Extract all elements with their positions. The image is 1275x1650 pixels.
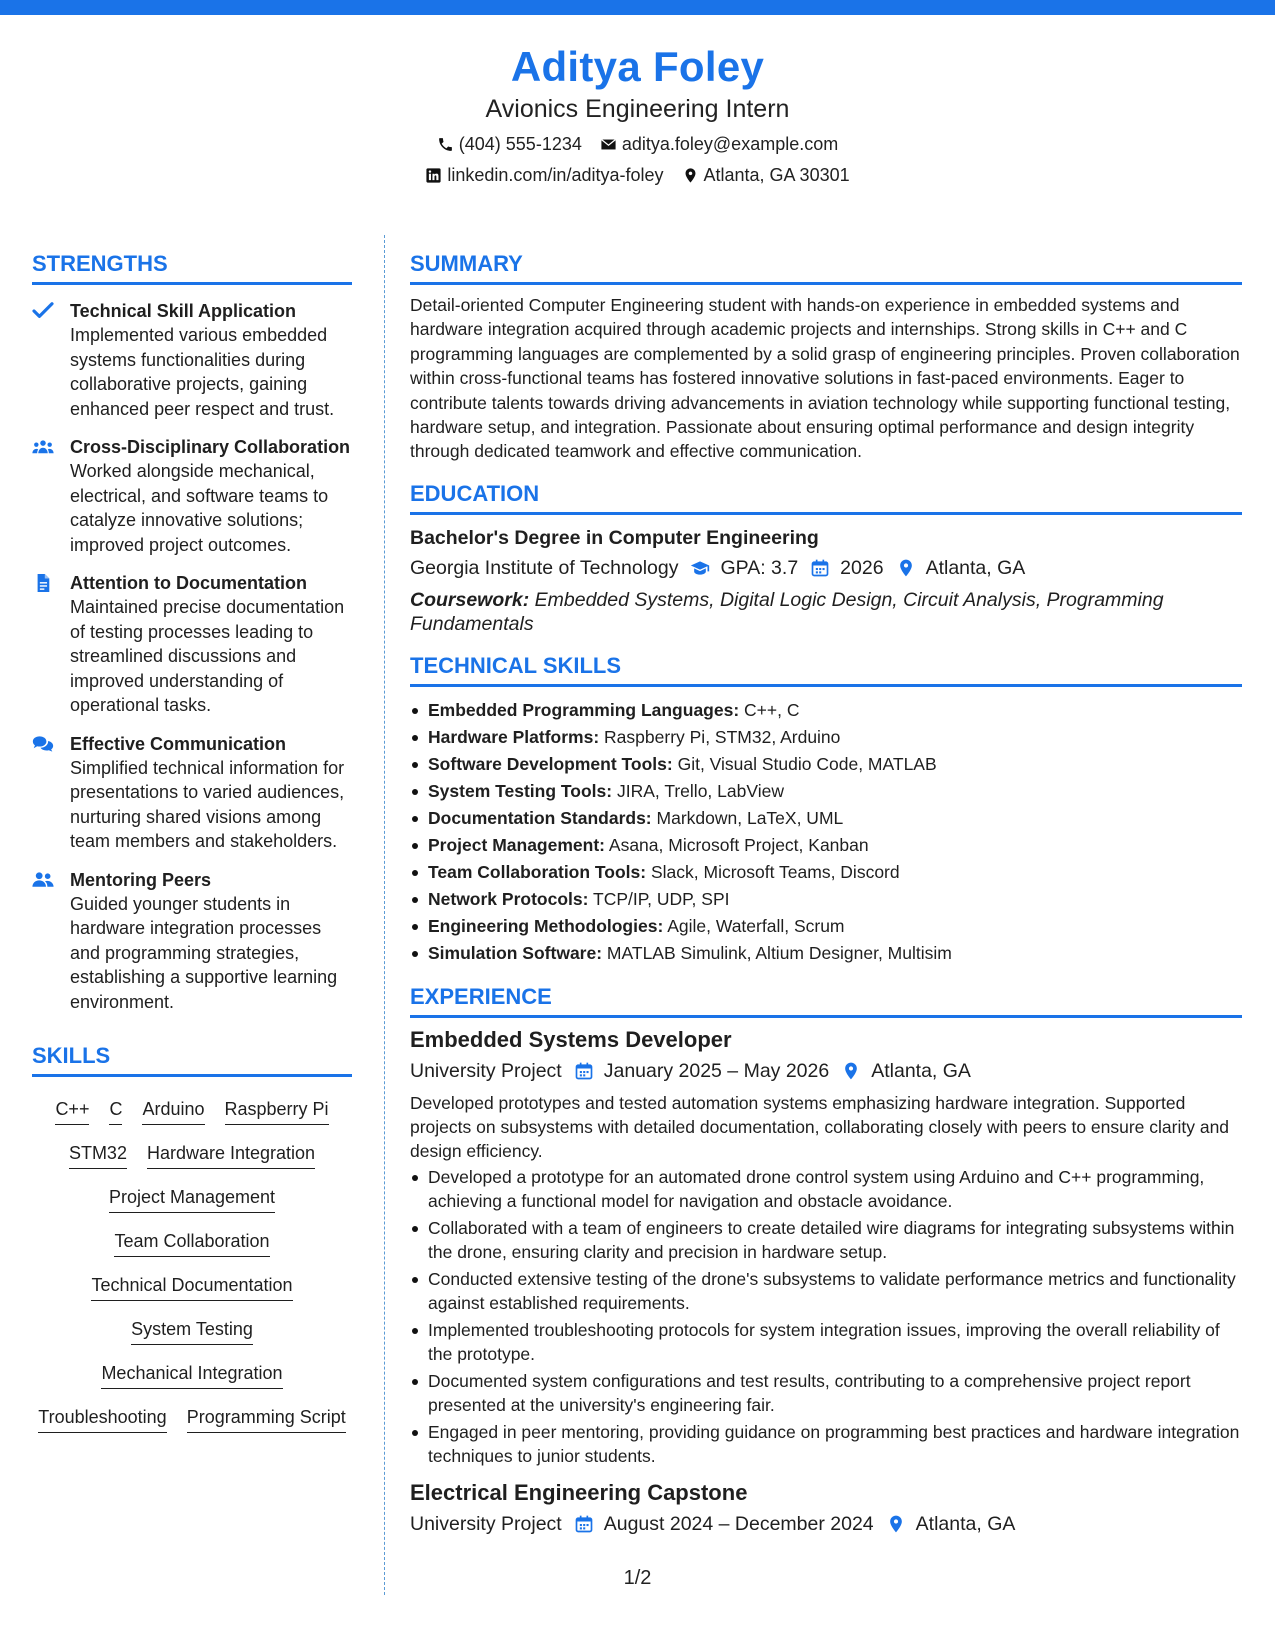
map-pin-icon bbox=[886, 1514, 906, 1534]
graduation-year: 2026 bbox=[840, 556, 884, 579]
technical-skills-list bbox=[410, 697, 1242, 967]
degree-title: Bachelor's Degree in Computer Engineering bbox=[410, 526, 819, 549]
job-meta bbox=[410, 1510, 1242, 1538]
strength-desc: Worked alongside mechanical, electrical, and software teams to catalyze innovative solutions; improved project outcomes. bbox=[70, 461, 329, 555]
candidate-role: Avionics Engineering Intern bbox=[485, 95, 790, 123]
coursework-label: Coursework: bbox=[410, 588, 530, 611]
technical-skills-section bbox=[410, 652, 1242, 967]
calendar-icon bbox=[810, 558, 830, 578]
list-item: Documentation Standards: Markdown, LaTeX, UML bbox=[410, 805, 1242, 832]
strength-item bbox=[32, 435, 352, 557]
summary-heading: SUMMARY bbox=[410, 250, 1242, 285]
experience-section bbox=[410, 983, 1242, 1538]
job-dates: January 2025 – May 2026 bbox=[603, 1059, 830, 1082]
skill-tag: C bbox=[109, 1097, 122, 1125]
strength-title: Attention to Documentation bbox=[70, 573, 307, 593]
gpa-text: GPA: 3.7 bbox=[720, 556, 799, 579]
linkedin-text: linkedin.com/in/aditya-foley bbox=[447, 165, 664, 185]
list-item: Embedded Programming Languages: C++, C bbox=[410, 697, 1242, 724]
list-item: Engineering Methodologies: Agile, Waterfall, Scrum bbox=[410, 913, 1242, 940]
strength-title: Mentoring Peers bbox=[70, 869, 212, 890]
list-item: Implemented troubleshooting protocols for system integration issues, improving the overall reliability of the prototype. bbox=[410, 1318, 1242, 1367]
job-title: Embedded Systems Developer bbox=[410, 1026, 732, 1052]
strength-desc: Implemented various embedded systems functionalities during collaborative projects, gaining enhanced peer respect and trust. bbox=[70, 325, 335, 419]
right-column bbox=[410, 250, 1242, 1538]
job-org: University Project bbox=[410, 1512, 562, 1535]
strength-title: Cross-Disciplinary Collaboration bbox=[70, 437, 351, 457]
list-item: Project Management: Asana, Microsoft Project, Kanban bbox=[410, 832, 1242, 859]
linkedin-icon bbox=[425, 167, 442, 184]
list-item: Software Development Tools: Git, Visual Studio Code, MATLAB bbox=[410, 751, 1242, 778]
check-icon bbox=[32, 302, 54, 320]
page-number: 1/2 bbox=[623, 1567, 652, 1589]
skill-tag: C++ bbox=[55, 1097, 89, 1125]
education-meta bbox=[410, 554, 1242, 582]
skill-tag: Project Management bbox=[109, 1185, 275, 1213]
strength-desc: Simplified technical information for presentations to varied audiences, nurturing shared visions among team members and stakeholders. bbox=[70, 757, 345, 851]
calendar-icon bbox=[574, 1514, 594, 1534]
job-location: Atlanta, GA bbox=[915, 1512, 1016, 1535]
skill-tag: Hardware Integration bbox=[147, 1141, 315, 1169]
location-text: Atlanta, GA 30301 bbox=[703, 165, 850, 185]
list-item: Conducted extensive testing of the drone's subsystems to validate performance metrics and functionality against established requirements. bbox=[410, 1267, 1242, 1316]
skill-tags bbox=[32, 1089, 352, 1441]
location-contact bbox=[682, 163, 850, 187]
phone-icon bbox=[437, 136, 454, 153]
map-pin-icon bbox=[841, 1061, 861, 1081]
job-bullets bbox=[410, 1165, 1242, 1469]
document-icon bbox=[32, 574, 54, 592]
email-contact[interactable] bbox=[600, 132, 838, 156]
list-item: Simulation Software: MATLAB Simulink, Altium Designer, Multisim bbox=[410, 940, 1242, 967]
strength-item bbox=[32, 732, 352, 854]
skill-tag: Team Collaboration bbox=[114, 1229, 269, 1257]
skill-tag: Raspberry Pi bbox=[225, 1097, 329, 1125]
strength-title: Effective Communication bbox=[70, 733, 287, 754]
list-item: Team Collaboration Tools: Slack, Microsoft Teams, Discord bbox=[410, 859, 1242, 886]
group-icon bbox=[32, 438, 54, 456]
resume-header bbox=[0, 42, 1275, 187]
job-location: Atlanta, GA bbox=[871, 1059, 971, 1082]
job-description: Developed prototypes and tested automation systems emphasizing hardware integration. Supported projects on subsystems with detailed documentation, collaborating closely with peers to ensure clarity and design efficiency. bbox=[410, 1092, 1230, 1161]
chat-icon bbox=[32, 735, 54, 753]
coursework-list: Embedded Systems, Digital Logic Design, Circuit Analysis, Programming Fundamentals bbox=[410, 588, 1164, 635]
strength-desc: Maintained precise documentation of testing processes leading to streamlined discussions and improved understanding of operational tasks. bbox=[70, 597, 345, 715]
strength-title: Technical Skill Application bbox=[70, 301, 297, 321]
skill-tag: Technical Documentation bbox=[91, 1273, 292, 1301]
skill-tag: Programming Script bbox=[187, 1405, 346, 1433]
envelope-icon bbox=[600, 136, 617, 153]
summary-text: Detail-oriented Computer Engineering student with hands-on experience in embedded systems and hardware integration acquired through academic projects and internships. Strong skills in C++ and C programming languages are complemented by a solid grasp of engineering principles. Proven collaboration within cross-functional teams has fostered innovative solutions in fast-paced environments. Eager to contribute talents towards driving advancements in aviation technology while supporting functional testing, hardware setup, and integration. Passionate about ensuring optimal performance and design integrity through dedicated teamwork and effective communication. bbox=[410, 295, 1240, 462]
phone-contact[interactable] bbox=[437, 132, 582, 156]
skill-tag: Troubleshooting bbox=[38, 1405, 166, 1433]
skill-tag: Arduino bbox=[142, 1097, 204, 1125]
candidate-name: Aditya Foley bbox=[510, 43, 765, 90]
map-pin-icon bbox=[896, 558, 916, 578]
list-item: Documented system configurations and test results, contributing to a comprehensive project report presented at the university's engineering fair. bbox=[410, 1369, 1242, 1418]
strength-item bbox=[32, 299, 352, 421]
strength-item bbox=[32, 868, 352, 1015]
strengths-heading: STRENGTHS bbox=[32, 250, 352, 285]
column-divider bbox=[384, 235, 385, 1595]
list-item: Network Protocols: TCP/IP, UDP, SPI bbox=[410, 886, 1242, 913]
users-icon bbox=[32, 871, 54, 889]
school-location: Atlanta, GA bbox=[925, 556, 1026, 579]
technical-skills-heading: TECHNICAL SKILLS bbox=[410, 652, 1242, 687]
contact-row-2 bbox=[0, 163, 1275, 187]
job-title: Electrical Engineering Capstone bbox=[410, 1479, 748, 1505]
graduation-cap-icon bbox=[690, 558, 710, 578]
job-dates: August 2024 – December 2024 bbox=[603, 1512, 874, 1535]
job-meta bbox=[410, 1057, 1242, 1085]
calendar-icon bbox=[574, 1061, 594, 1081]
phone-text: (404) 555-1234 bbox=[458, 134, 582, 154]
education-heading: EDUCATION bbox=[410, 480, 1242, 515]
education-section bbox=[410, 480, 1242, 636]
contact-row-1 bbox=[0, 132, 1275, 156]
list-item: Developed a prototype for an automated drone control system using Arduino and C++ programming, achieving a functional model for navigation and obstacle avoidance. bbox=[410, 1165, 1242, 1214]
strength-desc: Guided younger students in hardware integration processes and programming strategies, establishing a supportive learning environment. bbox=[70, 893, 338, 1012]
list-item: Hardware Platforms: Raspberry Pi, STM32, Arduino bbox=[410, 724, 1242, 751]
coursework bbox=[410, 588, 1242, 636]
list-item: System Testing Tools: JIRA, Trello, LabView bbox=[410, 778, 1242, 805]
skill-tag: Mechanical Integration bbox=[101, 1361, 282, 1389]
list-item: Engaged in peer mentoring, providing guidance on programming best practices and hardware integration techniques to junior students. bbox=[410, 1420, 1242, 1469]
skills-heading: SKILLS bbox=[32, 1042, 352, 1077]
top-accent-bar bbox=[0, 0, 1275, 15]
map-pin-icon bbox=[682, 167, 699, 184]
skill-tag: STM32 bbox=[69, 1141, 127, 1169]
experience-heading: EXPERIENCE bbox=[410, 983, 1242, 1018]
job-org: University Project bbox=[410, 1059, 562, 1082]
list-item: Collaborated with a team of engineers to create detailed wire diagrams for integrating subsystems within the drone, ensuring clarity and precision in hardware setup. bbox=[410, 1216, 1242, 1265]
skill-tag: System Testing bbox=[131, 1317, 253, 1345]
school-name: Georgia Institute of Technology bbox=[410, 556, 679, 579]
email-text: aditya.foley@example.com bbox=[621, 134, 839, 154]
linkedin-contact[interactable] bbox=[425, 163, 663, 187]
strength-item bbox=[32, 571, 352, 718]
left-column bbox=[32, 250, 352, 1441]
